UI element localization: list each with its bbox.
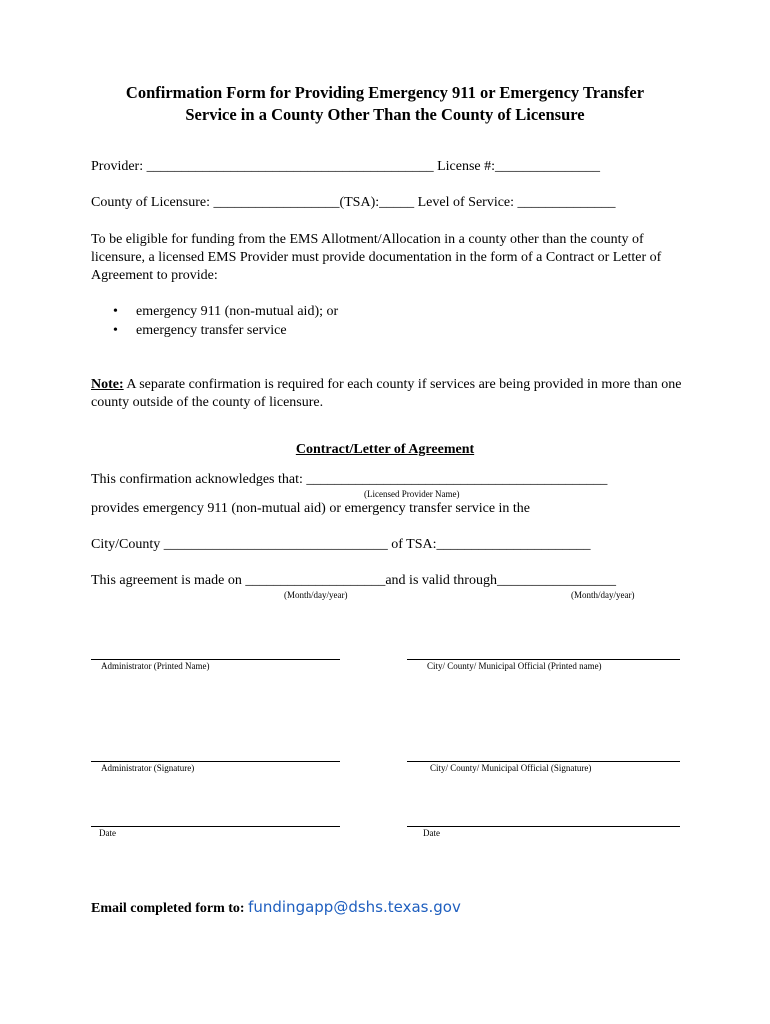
admin-date-caption: Date [99, 828, 116, 838]
city-county-tsa-line[interactable]: City/County ________________________________ of TSA:______________________ [91, 537, 591, 552]
county-tsa-level-line[interactable]: County of Licensure: __________________(TSA):_____ Level of Service: ______________ [91, 195, 616, 210]
official-signature-line[interactable] [407, 761, 680, 762]
email-link[interactable]: fundingapp@dshs.texas.gov [248, 898, 461, 916]
agreement-dates-line[interactable]: This agreement is made on ____________________and is valid through_________________ [91, 573, 616, 588]
admin-signature-caption: Administrator (Signature) [101, 763, 195, 773]
note-paragraph [91, 376, 691, 412]
email-label: Email completed form to: [91, 901, 249, 916]
email-instruction [91, 898, 461, 917]
agreement-heading: Contract/Letter of Agreement [295, 442, 475, 457]
admin-printed-name-caption: Administrator (Printed Name) [101, 661, 210, 671]
list-item: • emergency transfer service [91, 321, 338, 340]
official-signature-caption: City/ County/ Municipal Official (Signature) [430, 763, 592, 773]
admin-printed-name-line[interactable] [91, 659, 340, 660]
official-date-caption: Date [423, 828, 440, 838]
form-title-line-2: Service in a County Other Than the County of Licensure [185, 105, 585, 124]
form-title [0, 82, 770, 126]
provides-service-line: provides emergency 911 (non-mutual aid) or emergency transfer service in the [91, 501, 531, 516]
eligibility-paragraph: To be eligible for funding from the EMS Allotment/Allocation in a county other than the county of licensure, a licensed EMS Provider must provide documentation in the form of a Contract or Letter of Agreement to provide: [91, 232, 662, 283]
official-printed-name-line[interactable] [407, 659, 680, 660]
admin-signature-line[interactable] [91, 761, 340, 762]
service-type-list [91, 302, 338, 340]
admin-date-line[interactable] [91, 826, 340, 827]
official-printed-name-caption: City/ County/ Municipal Official (Printed name) [427, 661, 602, 671]
licensed-provider-caption: (Licensed Provider Name) [364, 489, 460, 499]
note-text: A separate confirmation is required for each county if services are being provided in more than one county outside of the county of licensure. [91, 377, 682, 410]
acknowledge-line[interactable]: This confirmation acknowledges that: ___________________________________________ [91, 472, 608, 487]
form-title-line-1: Confirmation Form for Providing Emergency 911 or Emergency Transfer [125, 83, 645, 102]
official-date-line[interactable] [407, 826, 680, 827]
note-label: Note: [91, 377, 124, 392]
end-date-caption: (Month/day/year) [571, 590, 635, 600]
start-date-caption: (Month/day/year) [284, 590, 348, 600]
list-item: • emergency 911 (non-mutual aid); or [91, 302, 338, 321]
provider-license-line[interactable]: Provider: _________________________________________ License #:_______________ [91, 159, 601, 174]
